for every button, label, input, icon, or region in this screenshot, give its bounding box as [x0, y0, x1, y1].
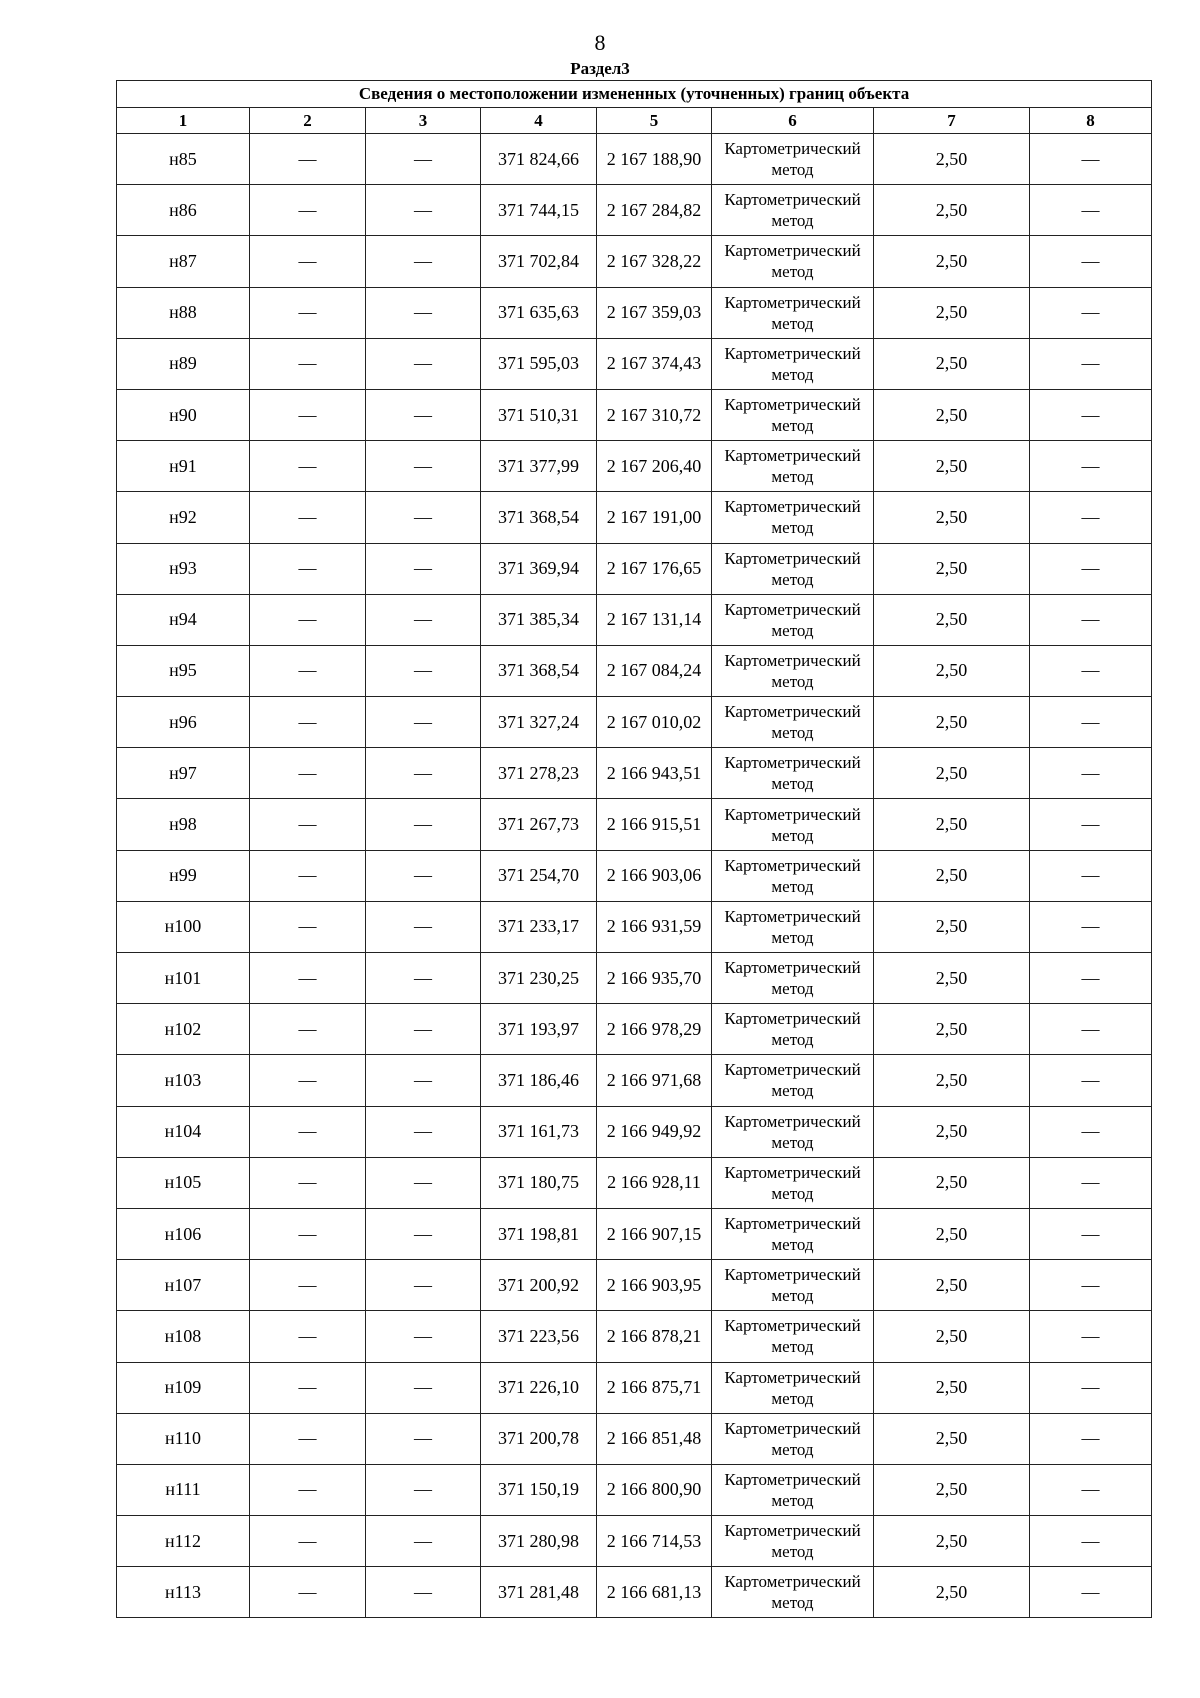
accuracy-cell: 2,50: [874, 1004, 1030, 1055]
point-cell: н95: [117, 645, 250, 696]
point-cell: н100: [117, 901, 250, 952]
method-cell: Картометрический метод: [712, 1464, 874, 1515]
x-coordinate-cell: 371 180,75: [481, 1157, 597, 1208]
dash-cell: —: [250, 492, 366, 543]
table-row: [117, 338, 1152, 389]
table-row: [117, 748, 1152, 799]
dash-cell: —: [1030, 748, 1152, 799]
table-row: [117, 236, 1152, 287]
dash-cell: —: [250, 799, 366, 850]
dash-cell: —: [1030, 1362, 1152, 1413]
method-cell: Картометрический метод: [712, 1208, 874, 1259]
method-cell: Картометрический метод: [712, 185, 874, 236]
y-coordinate-cell: 2 166 878,21: [597, 1311, 712, 1362]
dash-cell: —: [366, 1055, 481, 1106]
dash-cell: —: [1030, 185, 1152, 236]
dash-cell: —: [1030, 1055, 1152, 1106]
table-row: [117, 1567, 1152, 1618]
table-row: [117, 1055, 1152, 1106]
method-cell: Картометрический метод: [712, 1311, 874, 1362]
dash-cell: —: [1030, 1311, 1152, 1362]
y-coordinate-cell: 2 166 935,70: [597, 953, 712, 1004]
point-cell: н109: [117, 1362, 250, 1413]
table-row: [117, 953, 1152, 1004]
point-cell: н107: [117, 1260, 250, 1311]
dash-cell: —: [250, 1208, 366, 1259]
dash-cell: —: [250, 185, 366, 236]
dash-cell: —: [250, 1260, 366, 1311]
dash-cell: —: [1030, 850, 1152, 901]
dash-cell: —: [366, 645, 481, 696]
table-row: [117, 799, 1152, 850]
point-cell: н111: [117, 1464, 250, 1515]
dash-cell: —: [366, 850, 481, 901]
accuracy-cell: 2,50: [874, 1464, 1030, 1515]
point-cell: н94: [117, 594, 250, 645]
dash-cell: —: [250, 1157, 366, 1208]
dash-cell: —: [366, 1311, 481, 1362]
x-coordinate-cell: 371 385,34: [481, 594, 597, 645]
accuracy-cell: 2,50: [874, 185, 1030, 236]
x-coordinate-cell: 371 377,99: [481, 441, 597, 492]
dash-cell: —: [250, 697, 366, 748]
dash-cell: —: [250, 1004, 366, 1055]
dash-cell: —: [1030, 901, 1152, 952]
dash-cell: —: [366, 799, 481, 850]
point-cell: н103: [117, 1055, 250, 1106]
x-coordinate-cell: 371 635,63: [481, 287, 597, 338]
accuracy-cell: 2,50: [874, 134, 1030, 185]
accuracy-cell: 2,50: [874, 1516, 1030, 1567]
dash-cell: —: [250, 543, 366, 594]
accuracy-cell: 2,50: [874, 1413, 1030, 1464]
accuracy-cell: 2,50: [874, 1208, 1030, 1259]
point-cell: н110: [117, 1413, 250, 1464]
table-row: [117, 1362, 1152, 1413]
y-coordinate-cell: 2 166 851,48: [597, 1413, 712, 1464]
accuracy-cell: 2,50: [874, 1106, 1030, 1157]
table-row: [117, 287, 1152, 338]
accuracy-cell: 2,50: [874, 543, 1030, 594]
dash-cell: —: [366, 1413, 481, 1464]
x-coordinate-cell: 371 230,25: [481, 953, 597, 1004]
table-row: [117, 1208, 1152, 1259]
dash-cell: —: [250, 645, 366, 696]
dash-cell: —: [366, 1260, 481, 1311]
column-header-row: [117, 108, 1152, 134]
method-cell: Картометрический метод: [712, 594, 874, 645]
dash-cell: —: [1030, 1464, 1152, 1515]
dash-cell: —: [366, 338, 481, 389]
accuracy-cell: 2,50: [874, 1362, 1030, 1413]
x-coordinate-cell: 371 281,48: [481, 1567, 597, 1618]
y-coordinate-cell: 2 166 714,53: [597, 1516, 712, 1567]
table-row: [117, 1157, 1152, 1208]
method-cell: Картометрический метод: [712, 901, 874, 952]
method-cell: Картометрический метод: [712, 697, 874, 748]
table-row: [117, 1413, 1152, 1464]
point-cell: н99: [117, 850, 250, 901]
y-coordinate-cell: 2 167 206,40: [597, 441, 712, 492]
dash-cell: —: [1030, 1516, 1152, 1567]
y-coordinate-cell: 2 167 191,00: [597, 492, 712, 543]
x-coordinate-cell: 371 824,66: [481, 134, 597, 185]
point-cell: н108: [117, 1311, 250, 1362]
method-cell: Картометрический метод: [712, 1413, 874, 1464]
point-cell: н85: [117, 134, 250, 185]
y-coordinate-cell: 2 167 374,43: [597, 338, 712, 389]
accuracy-cell: 2,50: [874, 901, 1030, 952]
y-coordinate-cell: 2 166 903,95: [597, 1260, 712, 1311]
y-coordinate-cell: 2 166 931,59: [597, 901, 712, 952]
boundary-table: [116, 80, 1152, 1618]
y-coordinate-cell: 2 166 971,68: [597, 1055, 712, 1106]
point-cell: н101: [117, 953, 250, 1004]
method-cell: Картометрический метод: [712, 338, 874, 389]
method-cell: Картометрический метод: [712, 389, 874, 440]
accuracy-cell: 2,50: [874, 953, 1030, 1004]
y-coordinate-cell: 2 166 907,15: [597, 1208, 712, 1259]
point-cell: н104: [117, 1106, 250, 1157]
y-coordinate-cell: 2 167 131,14: [597, 594, 712, 645]
dash-cell: —: [1030, 697, 1152, 748]
dash-cell: —: [366, 1208, 481, 1259]
y-coordinate-cell: 2 166 915,51: [597, 799, 712, 850]
dash-cell: —: [366, 134, 481, 185]
accuracy-cell: 2,50: [874, 645, 1030, 696]
accuracy-cell: 2,50: [874, 389, 1030, 440]
accuracy-cell: 2,50: [874, 594, 1030, 645]
dash-cell: —: [1030, 1208, 1152, 1259]
method-cell: Картометрический метод: [712, 1260, 874, 1311]
point-cell: н106: [117, 1208, 250, 1259]
accuracy-cell: 2,50: [874, 697, 1030, 748]
x-coordinate-cell: 371 510,31: [481, 389, 597, 440]
section-title: Раздел3: [570, 59, 630, 78]
method-cell: Картометрический метод: [712, 1106, 874, 1157]
y-coordinate-cell: 2 166 928,11: [597, 1157, 712, 1208]
accuracy-cell: 2,50: [874, 748, 1030, 799]
point-cell: н86: [117, 185, 250, 236]
accuracy-cell: 2,50: [874, 338, 1030, 389]
dash-cell: —: [250, 338, 366, 389]
column-header: 5: [597, 108, 712, 134]
method-cell: Картометрический метод: [712, 799, 874, 850]
method-cell: Картометрический метод: [712, 492, 874, 543]
x-coordinate-cell: 371 280,98: [481, 1516, 597, 1567]
y-coordinate-cell: 2 167 328,22: [597, 236, 712, 287]
dash-cell: —: [1030, 1004, 1152, 1055]
dash-cell: —: [366, 236, 481, 287]
accuracy-cell: 2,50: [874, 1055, 1030, 1106]
point-cell: н97: [117, 748, 250, 799]
dash-cell: —: [366, 287, 481, 338]
dash-cell: —: [250, 134, 366, 185]
method-cell: Картометрический метод: [712, 850, 874, 901]
x-coordinate-cell: 371 150,19: [481, 1464, 597, 1515]
x-coordinate-cell: 371 223,56: [481, 1311, 597, 1362]
dash-cell: —: [250, 441, 366, 492]
x-coordinate-cell: 371 193,97: [481, 1004, 597, 1055]
table-row: [117, 1260, 1152, 1311]
table-row: [117, 134, 1152, 185]
x-coordinate-cell: 371 233,17: [481, 901, 597, 952]
dash-cell: —: [250, 748, 366, 799]
dash-cell: —: [250, 236, 366, 287]
table-row: [117, 901, 1152, 952]
dash-cell: —: [366, 389, 481, 440]
y-coordinate-cell: 2 166 978,29: [597, 1004, 712, 1055]
method-cell: Картометрический метод: [712, 1055, 874, 1106]
point-cell: н113: [117, 1567, 250, 1618]
dash-cell: —: [366, 697, 481, 748]
dash-cell: —: [250, 287, 366, 338]
x-coordinate-cell: 371 369,94: [481, 543, 597, 594]
dash-cell: —: [1030, 134, 1152, 185]
column-header: 7: [874, 108, 1030, 134]
point-cell: н90: [117, 389, 250, 440]
accuracy-cell: 2,50: [874, 287, 1030, 338]
y-coordinate-cell: 2 166 875,71: [597, 1362, 712, 1413]
dash-cell: —: [250, 901, 366, 952]
x-coordinate-cell: 371 702,84: [481, 236, 597, 287]
dash-cell: —: [250, 1516, 366, 1567]
page-number: 8: [594, 30, 606, 55]
dash-cell: —: [366, 441, 481, 492]
dash-cell: —: [250, 1362, 366, 1413]
point-cell: н98: [117, 799, 250, 850]
dash-cell: —: [366, 748, 481, 799]
point-cell: н88: [117, 287, 250, 338]
dash-cell: —: [250, 594, 366, 645]
dash-cell: —: [250, 953, 366, 1004]
dash-cell: —: [366, 492, 481, 543]
column-header: 6: [712, 108, 874, 134]
x-coordinate-cell: 371 186,46: [481, 1055, 597, 1106]
x-coordinate-cell: 371 226,10: [481, 1362, 597, 1413]
dash-cell: —: [366, 1516, 481, 1567]
x-coordinate-cell: 371 595,03: [481, 338, 597, 389]
method-cell: Картометрический метод: [712, 1516, 874, 1567]
y-coordinate-cell: 2 167 310,72: [597, 389, 712, 440]
point-cell: н96: [117, 697, 250, 748]
accuracy-cell: 2,50: [874, 1567, 1030, 1618]
column-header: 2: [250, 108, 366, 134]
table-caption-row: [117, 81, 1152, 108]
x-coordinate-cell: 371 368,54: [481, 492, 597, 543]
method-cell: Картометрический метод: [712, 287, 874, 338]
dash-cell: —: [366, 1362, 481, 1413]
dash-cell: —: [250, 1055, 366, 1106]
dash-cell: —: [1030, 953, 1152, 1004]
dash-cell: —: [1030, 1567, 1152, 1618]
table-row: [117, 697, 1152, 748]
dash-cell: —: [1030, 338, 1152, 389]
y-coordinate-cell: 2 166 903,06: [597, 850, 712, 901]
x-coordinate-cell: 371 161,73: [481, 1106, 597, 1157]
point-cell: н105: [117, 1157, 250, 1208]
x-coordinate-cell: 371 267,73: [481, 799, 597, 850]
method-cell: Картометрический метод: [712, 1004, 874, 1055]
method-cell: Картометрический метод: [712, 1567, 874, 1618]
dash-cell: —: [366, 953, 481, 1004]
table-row: [117, 1004, 1152, 1055]
dash-cell: —: [1030, 1106, 1152, 1157]
point-cell: н112: [117, 1516, 250, 1567]
dash-cell: —: [1030, 441, 1152, 492]
table-row: [117, 389, 1152, 440]
x-coordinate-cell: 371 278,23: [481, 748, 597, 799]
x-coordinate-cell: 371 200,78: [481, 1413, 597, 1464]
table-row: [117, 594, 1152, 645]
x-coordinate-cell: 371 744,15: [481, 185, 597, 236]
method-cell: Картометрический метод: [712, 1157, 874, 1208]
dash-cell: —: [366, 543, 481, 594]
table-row: [117, 850, 1152, 901]
y-coordinate-cell: 2 167 188,90: [597, 134, 712, 185]
accuracy-cell: 2,50: [874, 799, 1030, 850]
column-header: 1: [117, 108, 250, 134]
dash-cell: —: [250, 1413, 366, 1464]
dash-cell: —: [1030, 389, 1152, 440]
table-row: [117, 441, 1152, 492]
column-header: 3: [366, 108, 481, 134]
dash-cell: —: [250, 1311, 366, 1362]
table-caption: Сведения о местоположении измененных (уточненных) границ объекта: [117, 81, 1152, 108]
dash-cell: —: [366, 901, 481, 952]
dash-cell: —: [366, 594, 481, 645]
x-coordinate-cell: 371 198,81: [481, 1208, 597, 1259]
dash-cell: —: [366, 1464, 481, 1515]
method-cell: Картометрический метод: [712, 748, 874, 799]
dash-cell: —: [366, 1567, 481, 1618]
table-row: [117, 492, 1152, 543]
dash-cell: —: [250, 1106, 366, 1157]
method-cell: Картометрический метод: [712, 645, 874, 696]
accuracy-cell: 2,50: [874, 850, 1030, 901]
table-row: [117, 1464, 1152, 1515]
method-cell: Картометрический метод: [712, 953, 874, 1004]
accuracy-cell: 2,50: [874, 236, 1030, 287]
dash-cell: —: [1030, 645, 1152, 696]
dash-cell: —: [366, 1004, 481, 1055]
dash-cell: —: [366, 1157, 481, 1208]
dash-cell: —: [1030, 594, 1152, 645]
point-cell: н89: [117, 338, 250, 389]
accuracy-cell: 2,50: [874, 1260, 1030, 1311]
y-coordinate-cell: 2 166 943,51: [597, 748, 712, 799]
dash-cell: —: [250, 1464, 366, 1515]
point-cell: н92: [117, 492, 250, 543]
y-coordinate-cell: 2 166 681,13: [597, 1567, 712, 1618]
y-coordinate-cell: 2 166 949,92: [597, 1106, 712, 1157]
point-cell: н91: [117, 441, 250, 492]
y-coordinate-cell: 2 167 359,03: [597, 287, 712, 338]
method-cell: Картометрический метод: [712, 1362, 874, 1413]
dash-cell: —: [1030, 287, 1152, 338]
dash-cell: —: [1030, 1260, 1152, 1311]
accuracy-cell: 2,50: [874, 1157, 1030, 1208]
method-cell: Картометрический метод: [712, 543, 874, 594]
dash-cell: —: [366, 1106, 481, 1157]
point-cell: н93: [117, 543, 250, 594]
column-header: 8: [1030, 108, 1152, 134]
method-cell: Картометрический метод: [712, 236, 874, 287]
table-row: [117, 645, 1152, 696]
column-header: 4: [481, 108, 597, 134]
dash-cell: —: [1030, 492, 1152, 543]
y-coordinate-cell: 2 167 010,02: [597, 697, 712, 748]
table-row: [117, 185, 1152, 236]
dash-cell: —: [1030, 1413, 1152, 1464]
y-coordinate-cell: 2 167 284,82: [597, 185, 712, 236]
dash-cell: —: [250, 850, 366, 901]
method-cell: Картометрический метод: [712, 441, 874, 492]
y-coordinate-cell: 2 166 800,90: [597, 1464, 712, 1515]
accuracy-cell: 2,50: [874, 1311, 1030, 1362]
dash-cell: —: [1030, 799, 1152, 850]
table-row: [117, 1311, 1152, 1362]
dash-cell: —: [250, 1567, 366, 1618]
method-cell: Картометрический метод: [712, 134, 874, 185]
y-coordinate-cell: 2 167 176,65: [597, 543, 712, 594]
x-coordinate-cell: 371 368,54: [481, 645, 597, 696]
accuracy-cell: 2,50: [874, 441, 1030, 492]
table-row: [117, 543, 1152, 594]
dash-cell: —: [1030, 1157, 1152, 1208]
table-body: [117, 134, 1152, 1618]
point-cell: н102: [117, 1004, 250, 1055]
dash-cell: —: [250, 389, 366, 440]
dash-cell: —: [366, 185, 481, 236]
x-coordinate-cell: 371 327,24: [481, 697, 597, 748]
dash-cell: —: [1030, 543, 1152, 594]
accuracy-cell: 2,50: [874, 492, 1030, 543]
table-row: [117, 1106, 1152, 1157]
x-coordinate-cell: 371 254,70: [481, 850, 597, 901]
y-coordinate-cell: 2 167 084,24: [597, 645, 712, 696]
dash-cell: —: [1030, 236, 1152, 287]
table-row: [117, 1516, 1152, 1567]
x-coordinate-cell: 371 200,92: [481, 1260, 597, 1311]
point-cell: н87: [117, 236, 250, 287]
